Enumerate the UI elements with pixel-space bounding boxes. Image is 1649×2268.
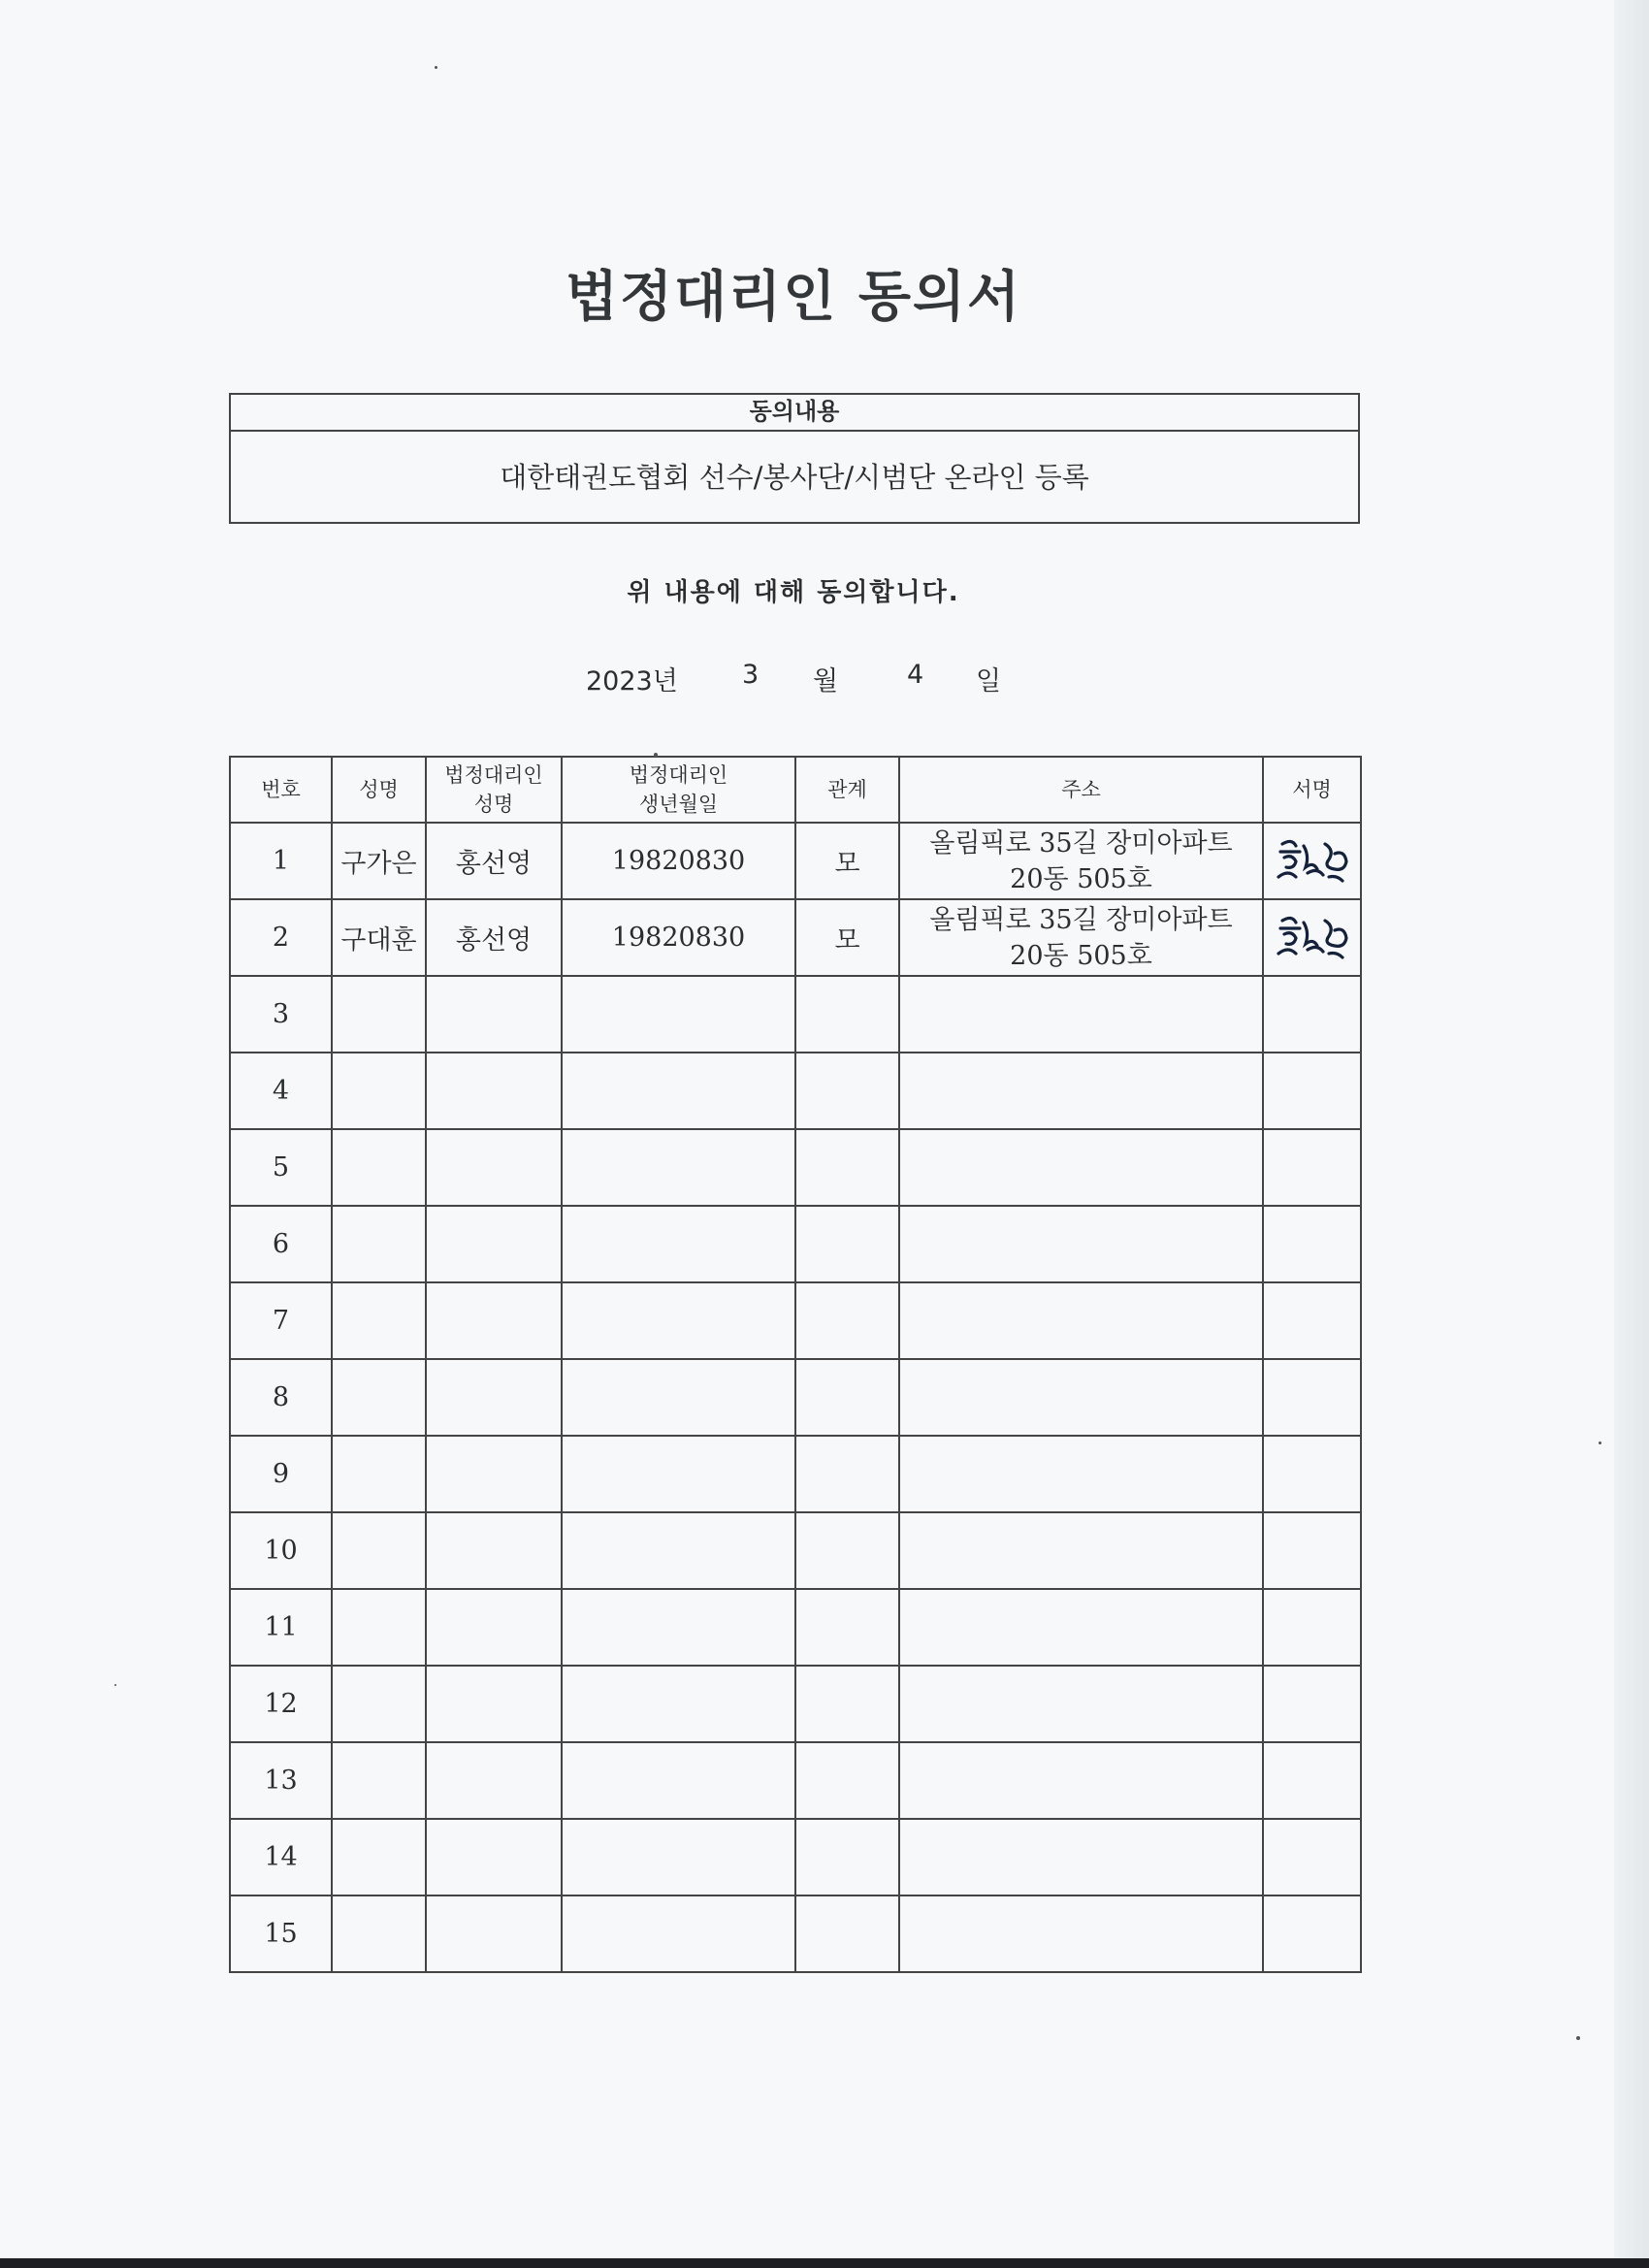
- consent-content-box: [229, 393, 1360, 524]
- cell-relation: [795, 1053, 899, 1129]
- cell-relation: [795, 1589, 899, 1666]
- cell-signature: [1263, 1819, 1361, 1895]
- header-signature: 서명: [1263, 757, 1361, 823]
- header-guardian-birth-line2: 생년월일: [638, 793, 719, 816]
- cell-name: [332, 1819, 426, 1895]
- cell-no: 9: [230, 1436, 332, 1512]
- header-guardian-name: [426, 757, 562, 823]
- cell-relation: [795, 1206, 899, 1282]
- cell-guardian-name: [426, 1742, 562, 1819]
- cell-address: [899, 899, 1263, 976]
- cell-signature: [1263, 1282, 1361, 1359]
- cell-no: 14: [230, 1819, 332, 1895]
- header-guardian-name-line2: 성명: [473, 793, 514, 816]
- cell-address: [899, 1666, 1263, 1742]
- cell-relation: 모: [795, 823, 899, 899]
- cell-relation: [795, 1666, 899, 1742]
- cell-no: 13: [230, 1742, 332, 1819]
- cell-address: [899, 1053, 1263, 1129]
- cell-relation: [795, 1359, 899, 1436]
- header-guardian-birth-line1: 법정대리인: [629, 763, 728, 787]
- cell-address: [899, 1895, 1263, 1972]
- cell-signature: [1263, 1053, 1361, 1129]
- cell-relation: [795, 1895, 899, 1972]
- table-row: [230, 1206, 1361, 1282]
- cell-signature: [1263, 1206, 1361, 1282]
- cell-name: [332, 1512, 426, 1589]
- cell-relation: [795, 1819, 899, 1895]
- consent-content-body: 대한태권도협회 선수/봉사단/시범단 온라인 등록: [500, 461, 1089, 494]
- table-row: [230, 1819, 1361, 1895]
- document-title: 법정대리인 동의서: [565, 266, 1022, 329]
- cell-name: 구대훈: [332, 899, 426, 976]
- date-year: 2023년: [586, 666, 678, 697]
- cell-name: [332, 1282, 426, 1359]
- cell-guardian-birth: [562, 1053, 795, 1129]
- header-guardian-name-line1: 법정대리인: [444, 763, 543, 787]
- header-relation: 관계: [795, 757, 899, 823]
- cell-name: [332, 976, 426, 1053]
- consent-date: [0, 660, 1649, 698]
- table-row: [230, 1742, 1361, 1819]
- cell-signature: [1263, 1129, 1361, 1206]
- cell-guardian-name: 홍선영: [426, 899, 562, 976]
- header-address: 주소: [899, 757, 1263, 823]
- cell-guardian-birth: [562, 1436, 795, 1512]
- scan-bottom-edge: [0, 2258, 1649, 2268]
- header-guardian-birth: [562, 757, 795, 823]
- date-month-unit: 월: [813, 666, 839, 697]
- table-row: [230, 1053, 1361, 1129]
- cell-name: [332, 1666, 426, 1742]
- table-row: [230, 1895, 1361, 1972]
- scan-speck: [114, 1684, 116, 1686]
- cell-no: 10: [230, 1512, 332, 1589]
- table-row: [230, 899, 1361, 976]
- header-name: 성명: [332, 757, 426, 823]
- cell-name: [332, 1589, 426, 1666]
- table-row: [230, 1589, 1361, 1666]
- cell-signature: [1263, 1895, 1361, 1972]
- signature-mark: [1275, 834, 1350, 889]
- signature-mark: [1275, 911, 1350, 965]
- cell-signature: [1263, 1742, 1361, 1819]
- cell-guardian-birth: [562, 1129, 795, 1206]
- address-line-2: 20동 505호: [1010, 940, 1152, 971]
- cell-name: 구가은: [332, 823, 426, 899]
- cell-no: 2: [230, 899, 332, 976]
- cell-guardian-name: [426, 1282, 562, 1359]
- cell-no: 12: [230, 1666, 332, 1742]
- cell-signature: [1263, 1359, 1361, 1436]
- scan-speck: [435, 66, 437, 69]
- cell-guardian-birth: [562, 1359, 795, 1436]
- scan-speck: [1576, 2036, 1580, 2040]
- cell-signature: [1263, 1436, 1361, 1512]
- cell-guardian-birth: [562, 1895, 795, 1972]
- cell-no: 15: [230, 1895, 332, 1972]
- consent-content-header: 동의내용: [231, 395, 1358, 432]
- table-row: [230, 823, 1361, 899]
- cell-relation: [795, 1742, 899, 1819]
- cell-signature: [1263, 1589, 1361, 1666]
- cell-guardian-birth: [562, 1512, 795, 1589]
- cell-no: 6: [230, 1206, 332, 1282]
- cell-address: [899, 1589, 1263, 1666]
- table-row: [230, 1129, 1361, 1206]
- address-line-1: 올림픽로 35길 장미아파트: [929, 827, 1233, 859]
- cell-signature: [1263, 976, 1361, 1053]
- cell-guardian-name: [426, 1819, 562, 1895]
- cell-guardian-name: [426, 1129, 562, 1206]
- scan-page-edge: [1614, 0, 1649, 2268]
- cell-guardian-name: [426, 1206, 562, 1282]
- cell-relation: 모: [795, 899, 899, 976]
- cell-name: [332, 1359, 426, 1436]
- cell-address: [899, 823, 1263, 899]
- cell-relation: [795, 1282, 899, 1359]
- cell-address: [899, 1819, 1263, 1895]
- cell-no: 1: [230, 823, 332, 899]
- cell-guardian-name: [426, 1436, 562, 1512]
- cell-name: [332, 1206, 426, 1282]
- scan-speck: [654, 753, 658, 757]
- cell-address: [899, 1282, 1263, 1359]
- table-row: [230, 1282, 1361, 1359]
- cell-address: [899, 1206, 1263, 1282]
- cell-address: [899, 1359, 1263, 1436]
- cell-guardian-name: [426, 1359, 562, 1436]
- cell-no: 5: [230, 1129, 332, 1206]
- guardian-table: [229, 756, 1362, 1973]
- cell-guardian-birth: [562, 1589, 795, 1666]
- date-day: 4: [907, 660, 924, 690]
- date-day-unit: 일: [976, 666, 1002, 697]
- cell-guardian-birth: [562, 1206, 795, 1282]
- cell-signature: [1263, 1512, 1361, 1589]
- address-line-2: 20동 505호: [1010, 863, 1152, 894]
- table-row: [230, 976, 1361, 1053]
- cell-guardian-name: [426, 976, 562, 1053]
- cell-address: [899, 976, 1263, 1053]
- cell-guardian-name: [426, 1589, 562, 1666]
- cell-signature: [1263, 823, 1361, 899]
- table-row: [230, 1436, 1361, 1512]
- cell-relation: [795, 1436, 899, 1512]
- cell-no: 3: [230, 976, 332, 1053]
- cell-guardian-birth: [562, 1742, 795, 1819]
- cell-address: [899, 1512, 1263, 1589]
- cell-no: 8: [230, 1359, 332, 1436]
- cell-guardian-birth: 19820830: [562, 899, 795, 976]
- agreement-statement: 위 내용에 대해 동의합니다.: [627, 578, 960, 607]
- table-header-row: [230, 757, 1361, 823]
- cell-guardian-name: [426, 1895, 562, 1972]
- cell-address: [899, 1436, 1263, 1512]
- cell-name: [332, 1129, 426, 1206]
- cell-no: 7: [230, 1282, 332, 1359]
- cell-relation: [795, 976, 899, 1053]
- cell-address: [899, 1129, 1263, 1206]
- cell-relation: [795, 1512, 899, 1589]
- cell-name: [332, 1895, 426, 1972]
- cell-signature: [1263, 899, 1361, 976]
- scan-speck: [1599, 1442, 1601, 1444]
- cell-guardian-name: 홍선영: [426, 823, 562, 899]
- cell-guardian-birth: [562, 1819, 795, 1895]
- cell-guardian-name: [426, 1053, 562, 1129]
- cell-address: [899, 1742, 1263, 1819]
- address-line-1: 올림픽로 35길 장미아파트: [929, 904, 1233, 935]
- header-no: 번호: [230, 757, 332, 823]
- cell-no: 4: [230, 1053, 332, 1129]
- table-row: [230, 1512, 1361, 1589]
- cell-name: [332, 1436, 426, 1512]
- cell-guardian-name: [426, 1666, 562, 1742]
- cell-name: [332, 1053, 426, 1129]
- cell-guardian-birth: [562, 976, 795, 1053]
- date-month: 3: [742, 660, 760, 690]
- table-row: [230, 1359, 1361, 1436]
- table-row: [230, 1666, 1361, 1742]
- cell-guardian-birth: [562, 1282, 795, 1359]
- cell-relation: [795, 1129, 899, 1206]
- cell-guardian-birth: 19820830: [562, 823, 795, 899]
- cell-guardian-birth: [562, 1666, 795, 1742]
- cell-signature: [1263, 1666, 1361, 1742]
- cell-guardian-name: [426, 1512, 562, 1589]
- cell-name: [332, 1742, 426, 1819]
- cell-no: 11: [230, 1589, 332, 1666]
